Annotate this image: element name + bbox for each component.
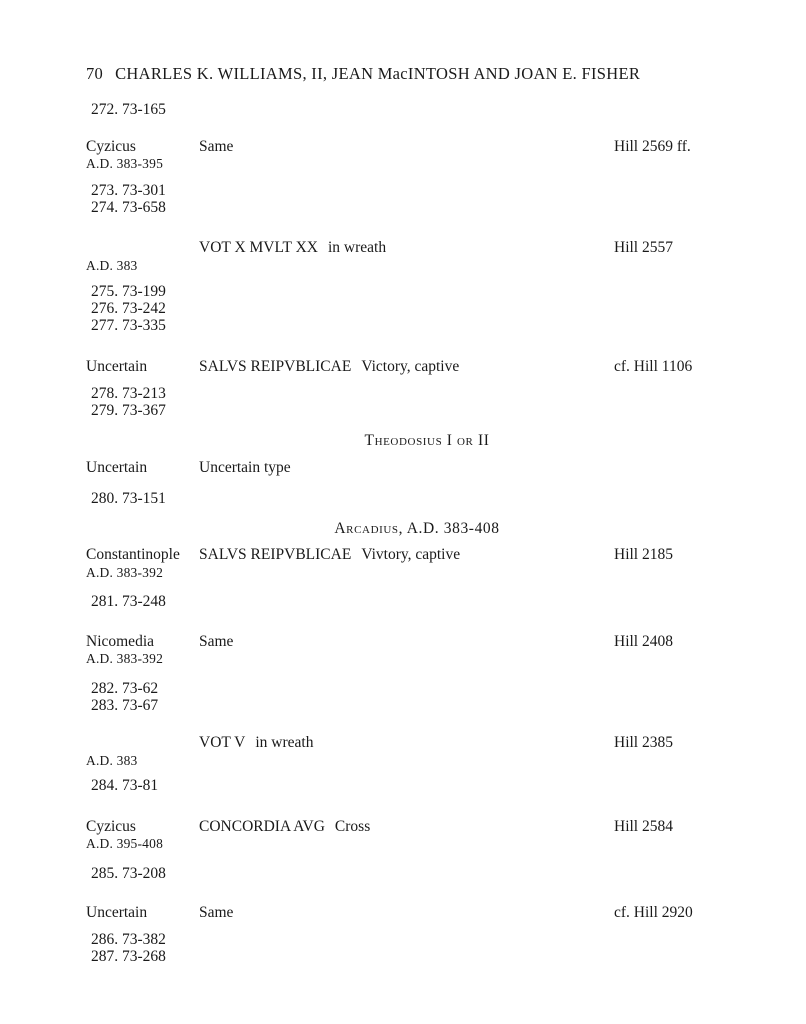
catalogue-entry: 281. 73-248 (91, 593, 166, 610)
catalogue-entry: 273. 73-301 (91, 182, 166, 199)
mint-date: A.D. 383-392 (86, 565, 164, 580)
type-legend: VOT X MVLT XX (199, 239, 318, 256)
page-number: 70 (86, 64, 104, 83)
coin-type: Uncertain type (199, 459, 291, 476)
coin-type (199, 818, 370, 836)
mint-name: Uncertain (86, 459, 148, 476)
hill-reference: Hill 2557 (614, 239, 673, 256)
catalogue-entry: 280. 73-151 (91, 490, 166, 507)
hill-reference: cf. Hill 2920 (614, 904, 693, 921)
hill-reference: Hill 2584 (614, 818, 673, 835)
coin-type (199, 358, 459, 376)
hill-reference: Hill 2408 (614, 633, 673, 650)
catalogue-entry: 278. 73-213 (91, 385, 166, 402)
catalogue-entry: 283. 73-67 (91, 697, 159, 714)
type-legend: VOT V (199, 734, 246, 751)
catalogue-entry: 272. 73-165 (91, 101, 166, 118)
catalogue-entry: 282. 73-62 (91, 680, 159, 697)
coin-type: Same (199, 904, 234, 921)
type-legend: CONCORDIA AVG (199, 818, 325, 835)
mint-date: A.D. 383-395 (86, 156, 164, 171)
catalogue-entry: 274. 73-658 (91, 199, 166, 216)
mint-date: A.D. 395-408 (86, 836, 164, 851)
coin-type (199, 239, 386, 257)
mint-name: Uncertain (86, 358, 148, 375)
type-description: in wreath (255, 734, 314, 751)
mint-name: Uncertain (86, 904, 148, 921)
mint-date: A.D. 383 (86, 753, 138, 768)
hill-reference: Hill 2569 ff. (614, 138, 691, 155)
coin-type: Same (199, 138, 234, 155)
hill-reference: cf. Hill 1106 (614, 358, 693, 375)
type-description: Cross (334, 818, 371, 835)
type-description: in wreath (328, 239, 387, 256)
mint-date: A.D. 383 (86, 258, 138, 273)
catalogue-entry: 276. 73-242 (91, 300, 166, 317)
catalogue-entry: 277. 73-335 (91, 317, 166, 334)
coin-type (199, 546, 460, 564)
catalogue-entry: 279. 73-367 (91, 402, 166, 419)
type-description: Vivtory, captive (361, 546, 461, 563)
catalogue-entry: 286. 73-382 (91, 931, 166, 948)
catalogue-entry: 285. 73-208 (91, 865, 166, 882)
mint-name: Cyzicus (86, 818, 136, 835)
catalogue-entry: 275. 73-199 (91, 283, 166, 300)
ruler-heading: Theodosius I or II (364, 432, 490, 449)
type-description: Victory, captive (361, 358, 460, 375)
hill-reference: Hill 2385 (614, 734, 673, 751)
hill-reference: Hill 2185 (614, 546, 673, 563)
mint-name: Nicomedia (86, 633, 155, 650)
type-legend: SALVS REIPVBLICAE (199, 546, 352, 563)
type-legend: SALVS REIPVBLICAE (199, 358, 352, 375)
running-header (86, 64, 640, 84)
mint-name: Cyzicus (86, 138, 136, 155)
header-authors: CHARLES K. WILLIAMS, II, JEAN MacINTOSH AND JOAN E. FISHER (115, 64, 641, 83)
mint-date: A.D. 383-392 (86, 651, 164, 666)
coin-type: Same (199, 633, 234, 650)
coin-type (199, 734, 313, 752)
ruler-heading: Arcadius, A.D. 383-408 (334, 520, 500, 537)
catalogue-entry: 287. 73-268 (91, 948, 166, 965)
catalogue-entry: 284. 73-81 (91, 777, 159, 794)
mint-name: Constantinople (86, 546, 180, 563)
